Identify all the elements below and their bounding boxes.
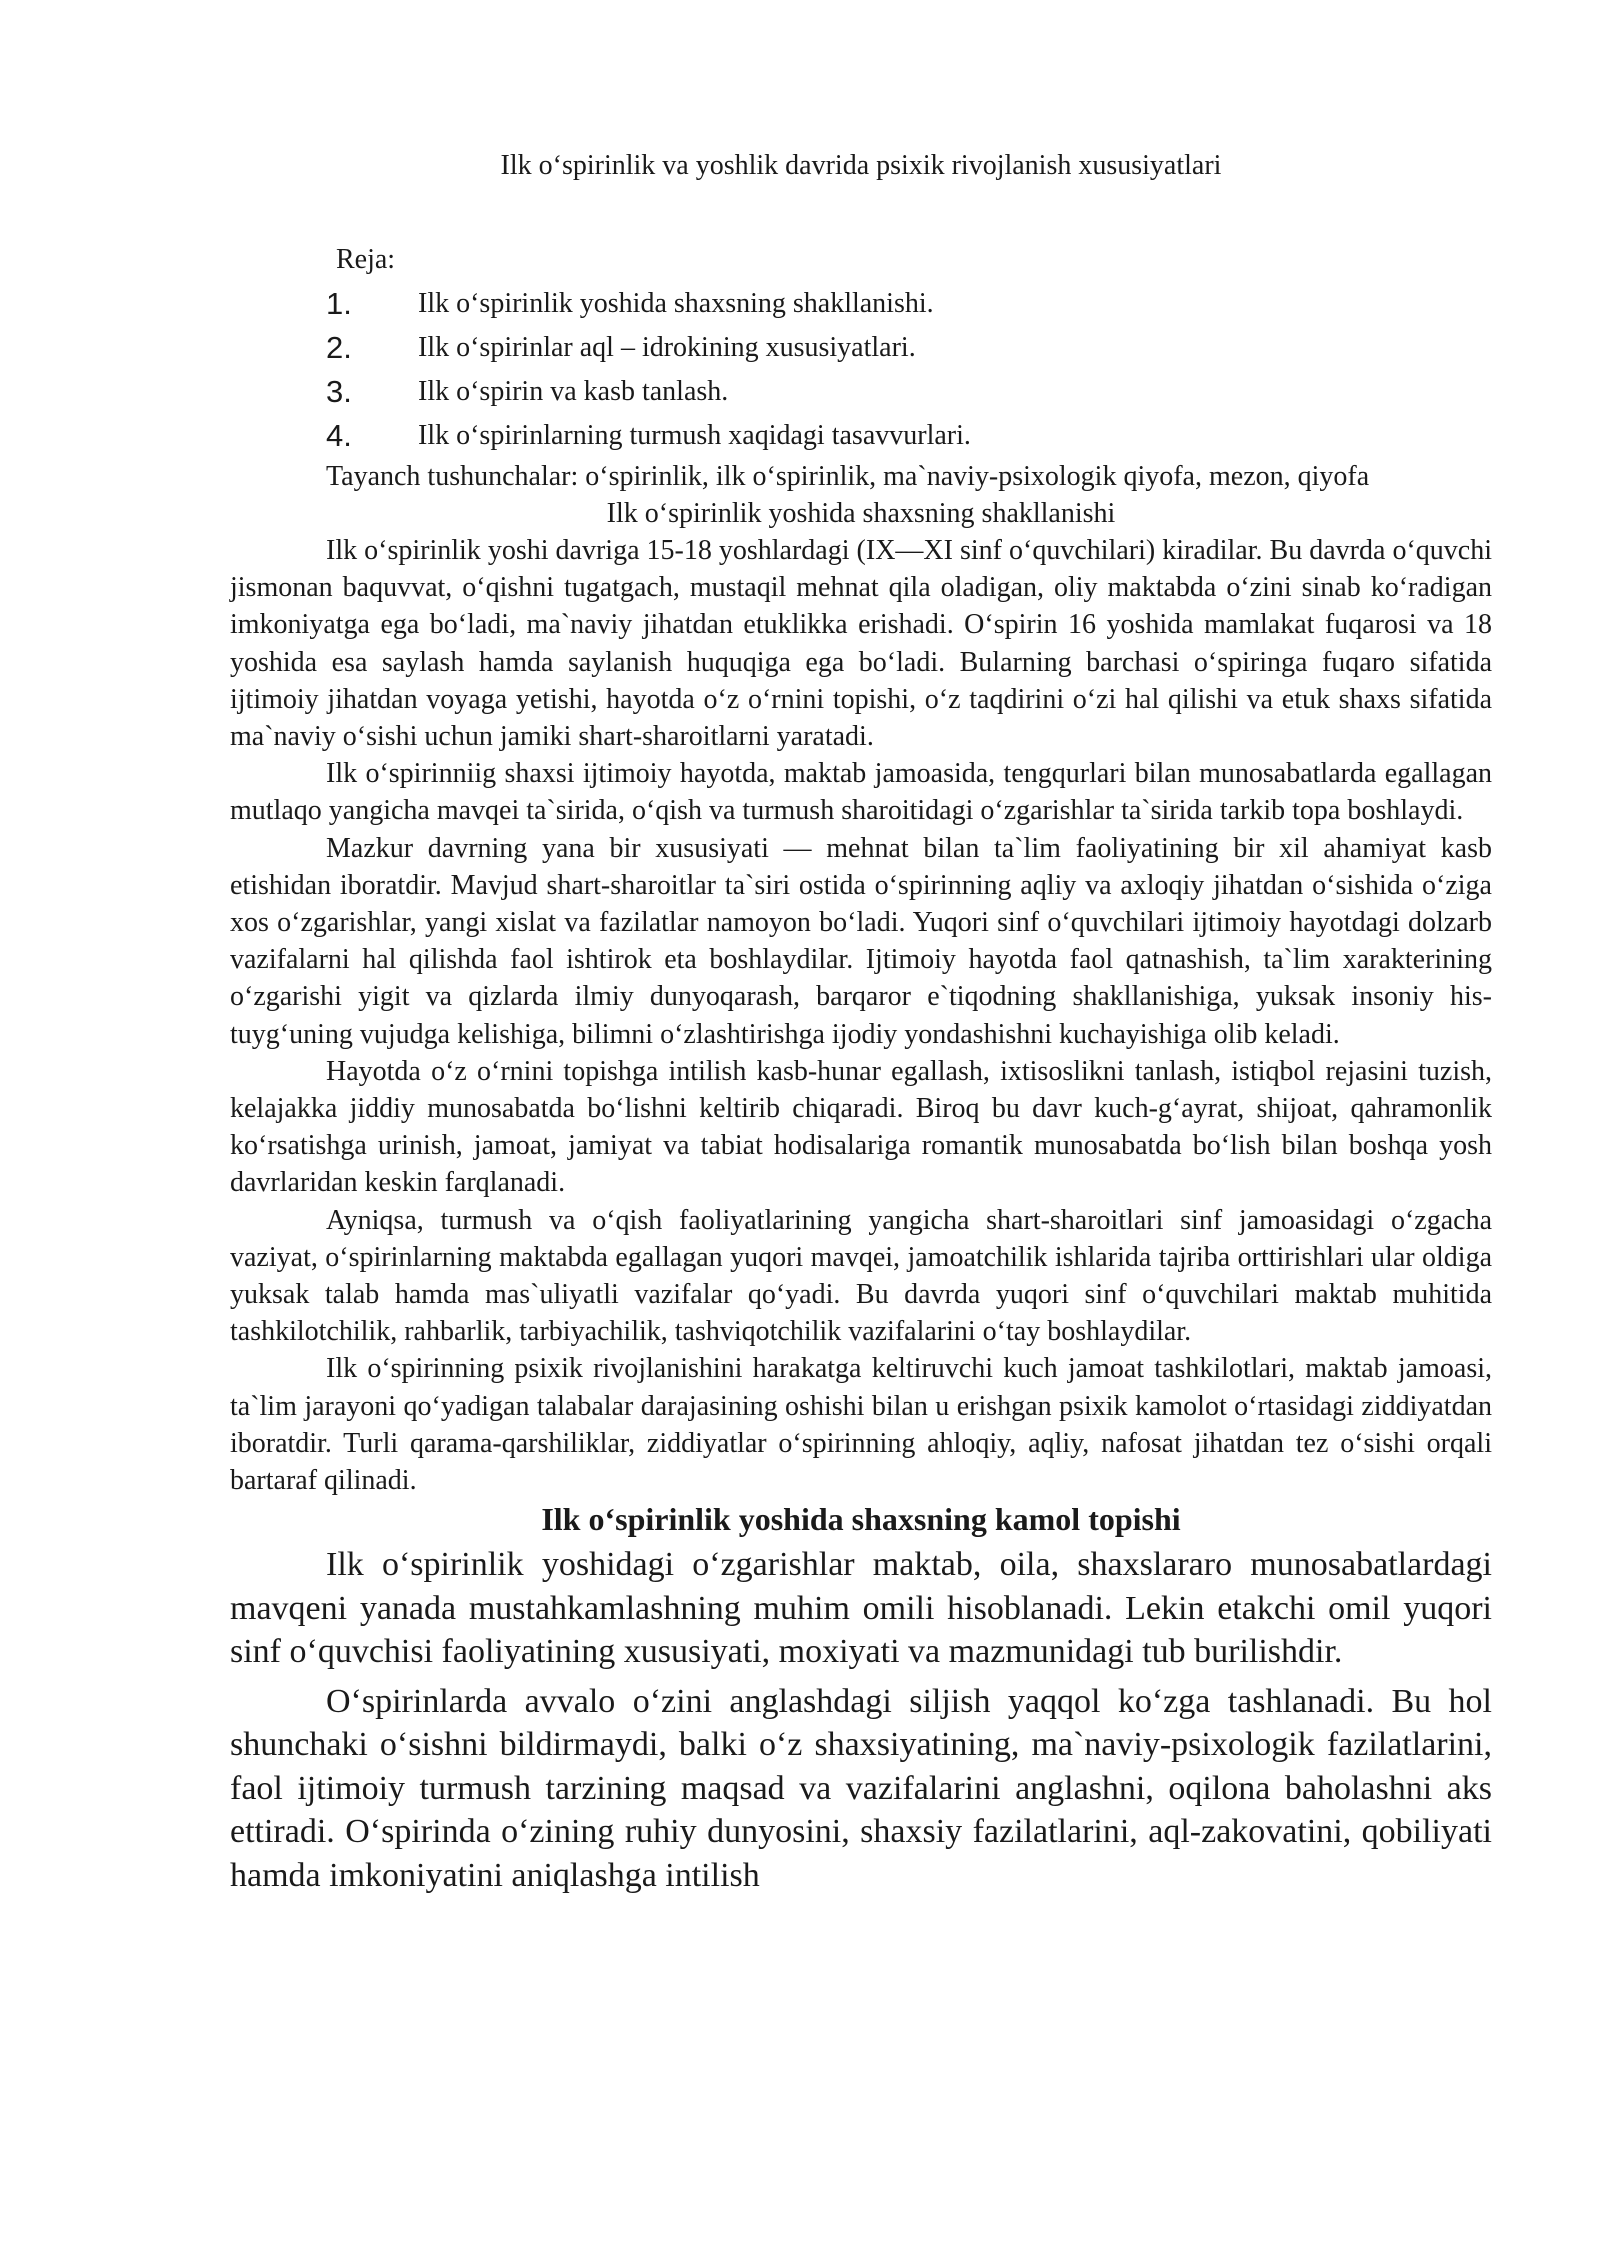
- body-paragraph: Ayniqsa, turmush va o‘qish faoliyatlarining yangicha shart-sharoitlari sinf jamoasidagi o‘zgacha vaziyat, o‘spirinlarning maktabda egallagan yuqori mavqei, jamoatchilik ishlarida tajriba orttirishlari ular oldiga yuksak talab hamda mas`uliyatli vazifalar qo‘yadi. Bu davrda yuqori sinf o‘quvchilari maktab muhitida tashkilotchilik, rahbarlik, tarbiyachilik, tashviqotchilik vazifalarini o‘tay boshlaydilar.: [230, 1204, 1492, 1348]
- body-paragraph: Mazkur davrning yana bir xususiyati — mehnat bilan ta`lim faoliyatining bir xil ahamiyat kasb etishidan iboratdir. Mavjud shart-sharoitlar ta`siri ostida o‘spirinning aqliy va axloqiy jihatdan o‘sishida o‘ziga xos o‘zgarishlar, yangi xislat va fazilatlar namoyon bo‘ladi. Yuqori sinf o‘quvchilari ijtimoiy hayotdagi dolzarb vazifalarni hal qilishda faol ishtirok eta boshlaydilar. Ijtimoiy hayotda faol qatnashish, ta`lim xarakterining o‘zgarishi yigit va qizlarda ilmiy dunyoqarash, barqaror e`tiqodning shakllanishiga, yuksak insoniy his-tuyg‘uning vujudga kelishiga, bilimni o‘zlashtirishga ijodiy yondashishni kuchayishiga olib keladi.: [230, 832, 1492, 1050]
- plan-item-number: 1.: [326, 286, 352, 321]
- plan-item-number: 2.: [326, 330, 352, 365]
- plan-item-text: Ilk o‘spirin va kasb tanlash.: [418, 376, 729, 407]
- plan-item-number: 4.: [326, 418, 352, 453]
- plan-item: [326, 370, 1492, 414]
- plan-item-text: Ilk o‘spirinlarning turmush xaqidagi tasavvurlari.: [418, 420, 971, 451]
- keywords-paragraph: Tayanch tushunchalar: o‘spirinlik, ilk o‘spirinlik, ma`naviy-psixologik qiyofa, mezon, qiyofa: [326, 461, 1370, 492]
- plan-list: [326, 282, 1492, 458]
- plan-item: [326, 326, 1492, 370]
- plan-item-text: Ilk o‘spirinlar aql – idrokining xususiyatlari.: [418, 332, 916, 363]
- document-title: Ilk o‘spirinlik va yoshlik davrida psixik rivojlanish xususiyatlari: [500, 150, 1222, 181]
- plan-item: [326, 282, 1492, 326]
- plan-item-number: 3.: [326, 374, 352, 409]
- body-paragraph-large: Ilk o‘spirinlik yoshidagi o‘zgarishlar maktab, oila, shaxslararo munosabatlardagi mavqeni yanada mustahkamlashning muhim omili hisoblanadi. Lekin etakchi omil yuqori sinf o‘quvchisi faoliyatining xususiyati, moxiyati va mazmunidagi tub burilishdir.: [230, 1546, 1492, 1671]
- section-heading-bold: Ilk o‘spirinlik yoshida shaxsning kamol topishi: [541, 1501, 1181, 1538]
- body-paragraph: Ilk o‘spirinniig shaxsi ijtimoiy hayotda, maktab jamoasida, tengqurlari bilan munosabatlarda egallagan mutlaqo yangicha mavqei ta`sirida, o‘qish va turmush sharoitidagi o‘zgarishlar ta`sirida tarkib topa boshlaydi.: [230, 758, 1492, 827]
- document-page: [230, 148, 1492, 1903]
- plan-label: Reja:: [336, 244, 396, 275]
- body-paragraph: Hayotda o‘z o‘rnini topishga intilish kasb-hunar egallash, ixtisoslikni tanlash, istiqbol rejasini tuzish, kelajakka jiddiy munosabatda bo‘lishni keltirib chiqaradi. Biroq bu davr kuch-g‘ayrat, shijoat, qahramonlik ko‘rsatishga urinish, jamoat, jamiyat va tabiat hodisalariga romantik munosabatda bo‘lish bilan boshqa yosh davrlaridan keskin farqlanadi.: [230, 1055, 1492, 1199]
- body-paragraph: Ilk o‘spirinlik yoshi davriga 15-18 yoshlardagi (IX—XI sinf o‘quvchilari) kiradilar. Bu davrda o‘quvchi jismonan baquvvat, o‘qishni tugatgach, mustaqil mehnat qila oladigan, oliy maktabda o‘zini sinab ko‘radigan imkoniyatga ega bo‘ladi, ma`naviy jihatdan etuklikka erishadi. O‘spirin 16 yoshida mamlakat fuqarosi va 18 yoshida esa saylash hamda saylanish huquqiga ega bo‘ladi. Bularning barchasi o‘spiringa fuqaro sifatida ijtimoiy jihatdan voyaga yetishi, hayotda o‘z o‘rnini topishi, o‘z taqdirini o‘zi hal qilishi va etuk shaxs sifatida ma`naviy o‘sishi uchun jamiki shart-sharoitlarni yaratadi.: [230, 535, 1492, 753]
- plan-item: [326, 414, 1492, 458]
- plan-item-text: Ilk o‘spirinlik yoshida shaxsning shakllanishi.: [418, 288, 934, 319]
- section-heading: Ilk o‘spirinlik yoshida shaxsning shakllanishi: [606, 498, 1116, 529]
- body-paragraph-large: O‘spirinlarda avvalo o‘zini anglashdagi siljish yaqqol ko‘zga tashlanadi. Bu hol shunchaki o‘sishni bildirmaydi, balki o‘z shaxsiyatining, ma`naviy-psixologik fazilatlarini, faol ijtimoiy turmush tarzining maqsad va vazifalarini anglashni, oqilona baholashni aks ettiradi. O‘spirinda o‘zining ruhiy dunyosini, shaxsiy fazilatlarini, aql-zakovatini, qobiliyati hamda imkoniyatini aniqlashga intilish: [230, 1682, 1492, 1894]
- body-paragraph: Ilk o‘spirinning psixik rivojlanishini harakatga keltiruvchi kuch jamoat tashkilotlari, maktab jamoasi, ta`lim jarayoni qo‘yadigan talabalar darajasining oshishi bilan u erishgan psixik kamolot o‘rtasidagi ziddiyatdan iboratdir. Turli qarama-qarshiliklar, ziddiyatlar o‘spirinning ahloqiy, aqliy, nafosat jihatdan tez o‘sishi orqali bartaraf qilinadi.: [230, 1353, 1492, 1497]
